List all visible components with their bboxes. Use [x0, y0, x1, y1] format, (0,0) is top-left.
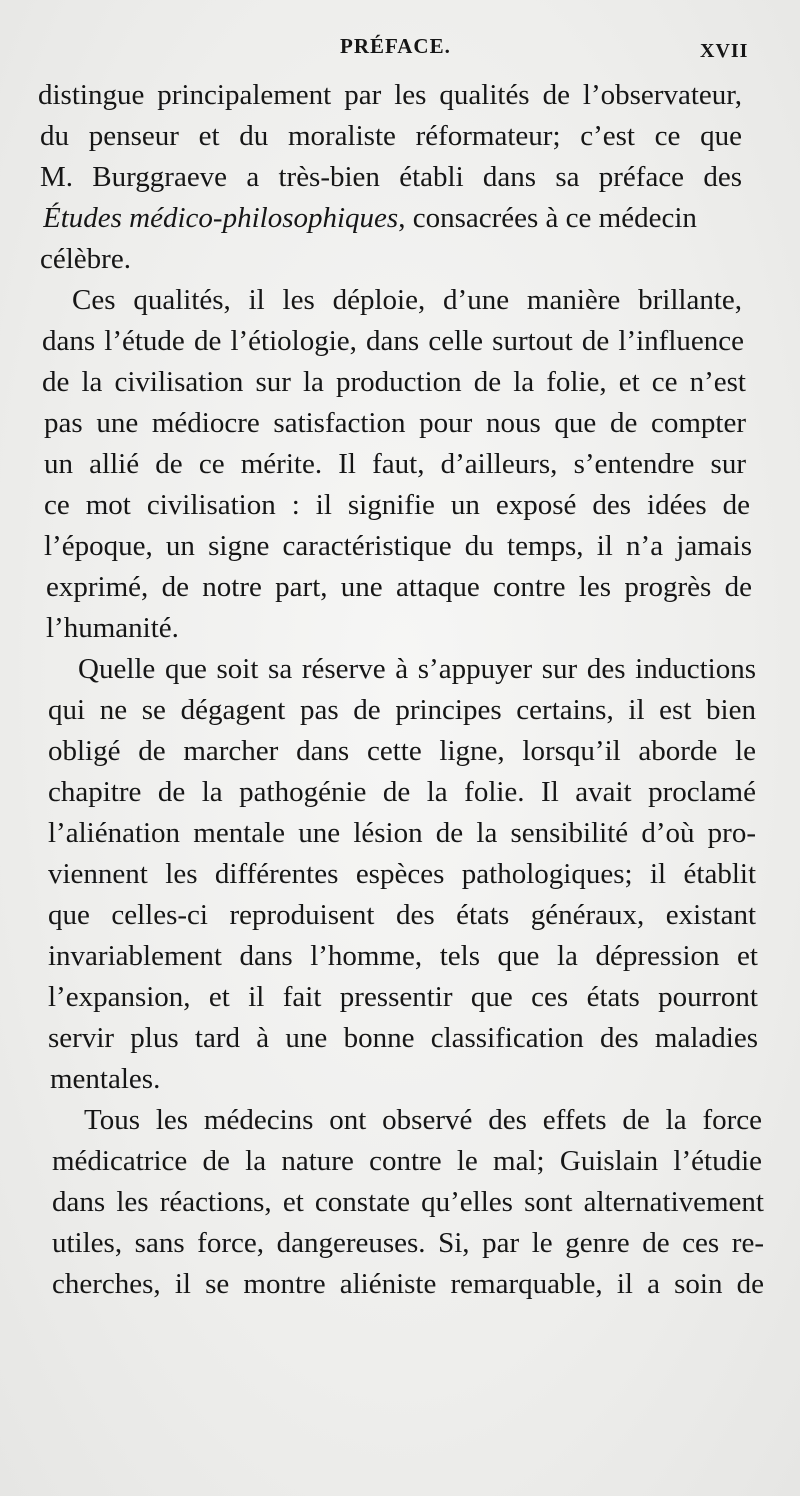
- text-run: , consacrées à ce médecin: [398, 202, 697, 234]
- text-line: cherches, il se montre aliéniste remarquable, il a soin de: [52, 1268, 764, 1300]
- text-line: l’expansion, et il fait pressentir que ces états pourront: [48, 981, 758, 1013]
- text-line: servir plus tard à une bonne classification des maladies: [48, 1022, 758, 1054]
- text-line: dans l’étude de l’étiologie, dans celle surtout de l’influence: [42, 325, 744, 357]
- text-line: exprimé, de notre part, une attaque contre les progrès de: [46, 571, 752, 603]
- text-line: invariablement dans l’homme, tels que la dépression et: [48, 940, 758, 972]
- text-line: chapitre de la pathogénie de la folie. Il avait proclamé: [48, 776, 756, 808]
- text-line: mentales.: [50, 1063, 161, 1095]
- text-line: qui ne se dégagent pas de principes certains, il est bien: [48, 694, 756, 726]
- italic-title: Études médico-philosophiques: [43, 202, 399, 234]
- text-line: célèbre.: [40, 243, 131, 275]
- running-title: PRÉFACE.: [340, 34, 451, 58]
- text-line: que celles-ci reproduisent des états généraux, existant: [48, 899, 756, 931]
- text-line: M. Burggraeve a très-bien établi dans sa préface des: [40, 161, 742, 193]
- text-line: pas une médiocre satisfaction pour nous que de compter: [44, 407, 746, 439]
- text-line: obligé de marcher dans cette ligne, lorsqu’il aborde le: [48, 735, 756, 767]
- text-line: l’époque, un signe caractéristique du temps, il n’a jamais: [44, 530, 752, 562]
- text-line: médicatrice de la nature contre le mal; Guislain l’étudie: [52, 1145, 762, 1177]
- text-line: Tous les médecins ont observé des effets de la force: [84, 1104, 762, 1136]
- text-line: viennent les différentes espèces pathologiques; il établit: [48, 858, 756, 890]
- text-line: l’aliénation mentale une lésion de la sensibilité d’où pro-: [48, 817, 756, 849]
- page-number: XVII: [700, 40, 749, 62]
- text-line: ce mot civilisation : il signifie un exposé des idées de: [44, 489, 750, 521]
- text-line: utiles, sans force, dangereuses. Si, par le genre de ces re-: [52, 1227, 764, 1259]
- text-line: de la civilisation sur la production de la folie, et ce n’est: [42, 366, 746, 398]
- text-line: un allié de ce mérite. Il faut, d’ailleurs, s’entendre sur: [44, 448, 746, 480]
- text-line: l’humanité.: [46, 612, 179, 644]
- running-head: [0, 34, 800, 64]
- text-line: [43, 198, 743, 238]
- text-line: du penseur et du moraliste réformateur; c’est ce que: [40, 120, 742, 152]
- text-line: Quelle que soit sa réserve à s’appuyer sur des inductions: [78, 653, 756, 685]
- text-line: dans les réactions, et constate qu’elles sont alternativement: [52, 1186, 764, 1218]
- text-line: distingue principalement par les qualités de l’observateur,: [38, 79, 742, 111]
- text-line: Ces qualités, il les déploie, d’une manière brillante,: [72, 284, 742, 316]
